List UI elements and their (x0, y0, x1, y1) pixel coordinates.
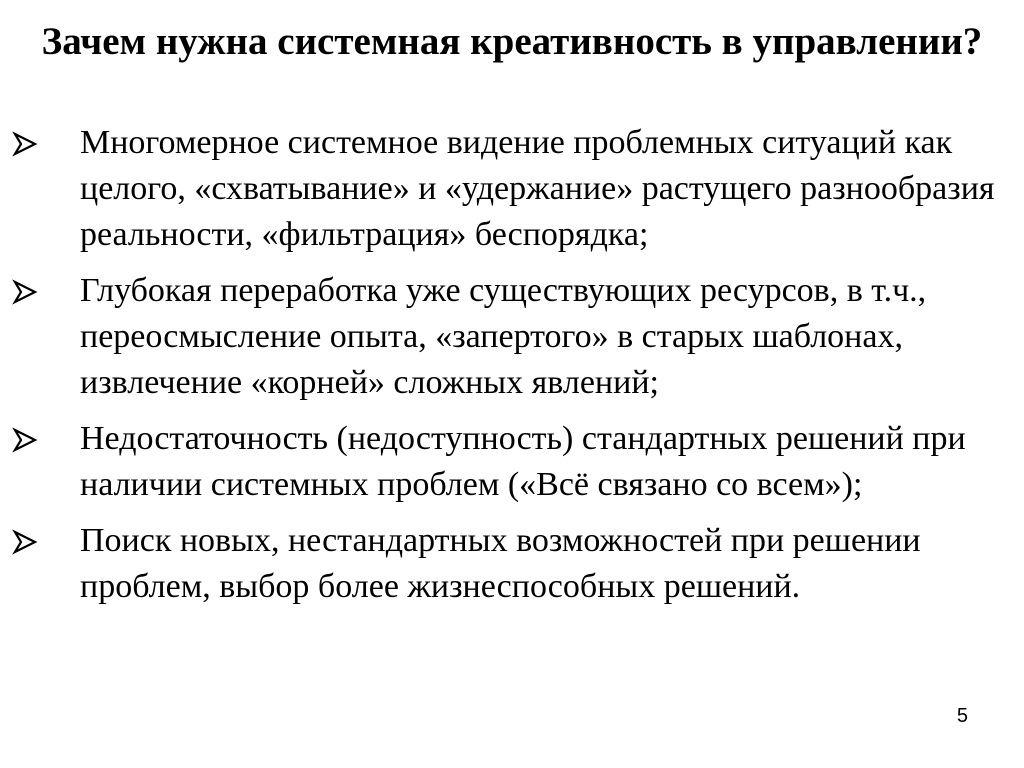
arrowhead-bullet-icon (12, 529, 38, 555)
bullet-list (0, 120, 1024, 620)
bullet-text: Недостаточность (недоступность) стандартных решений при наличии системных проблем («Всё связано со всем»); (80, 420, 966, 503)
arrowhead-bullet-icon (12, 279, 38, 305)
arrowhead-bullet-icon (12, 131, 38, 157)
bullet-text: Многомерное системное видение проблемных ситуаций как целого, «схватывание» и «удержание» растущего разнообразия реальности, «фильтрация» беспорядка; (80, 124, 995, 253)
page-number: 5 (956, 705, 968, 727)
bullet-item (0, 268, 1024, 406)
bullet-text: Глубокая переработка уже существующих ресурсов, в т.ч., переосмысление опыта, «запертого» в старых шаблонах, извлечение «корней» сложных явлений; (80, 272, 927, 401)
bullet-item (0, 416, 1024, 508)
bullet-text: Поиск новых, нестандартных возможностей при решении проблем, выбор более жизнеспособных решений. (80, 522, 921, 605)
bullet-item (0, 120, 1024, 258)
slide-title: Зачем нужна системная креативность в управлении? (41, 20, 983, 63)
bullet-item (0, 518, 1024, 610)
arrowhead-bullet-icon (12, 427, 38, 453)
